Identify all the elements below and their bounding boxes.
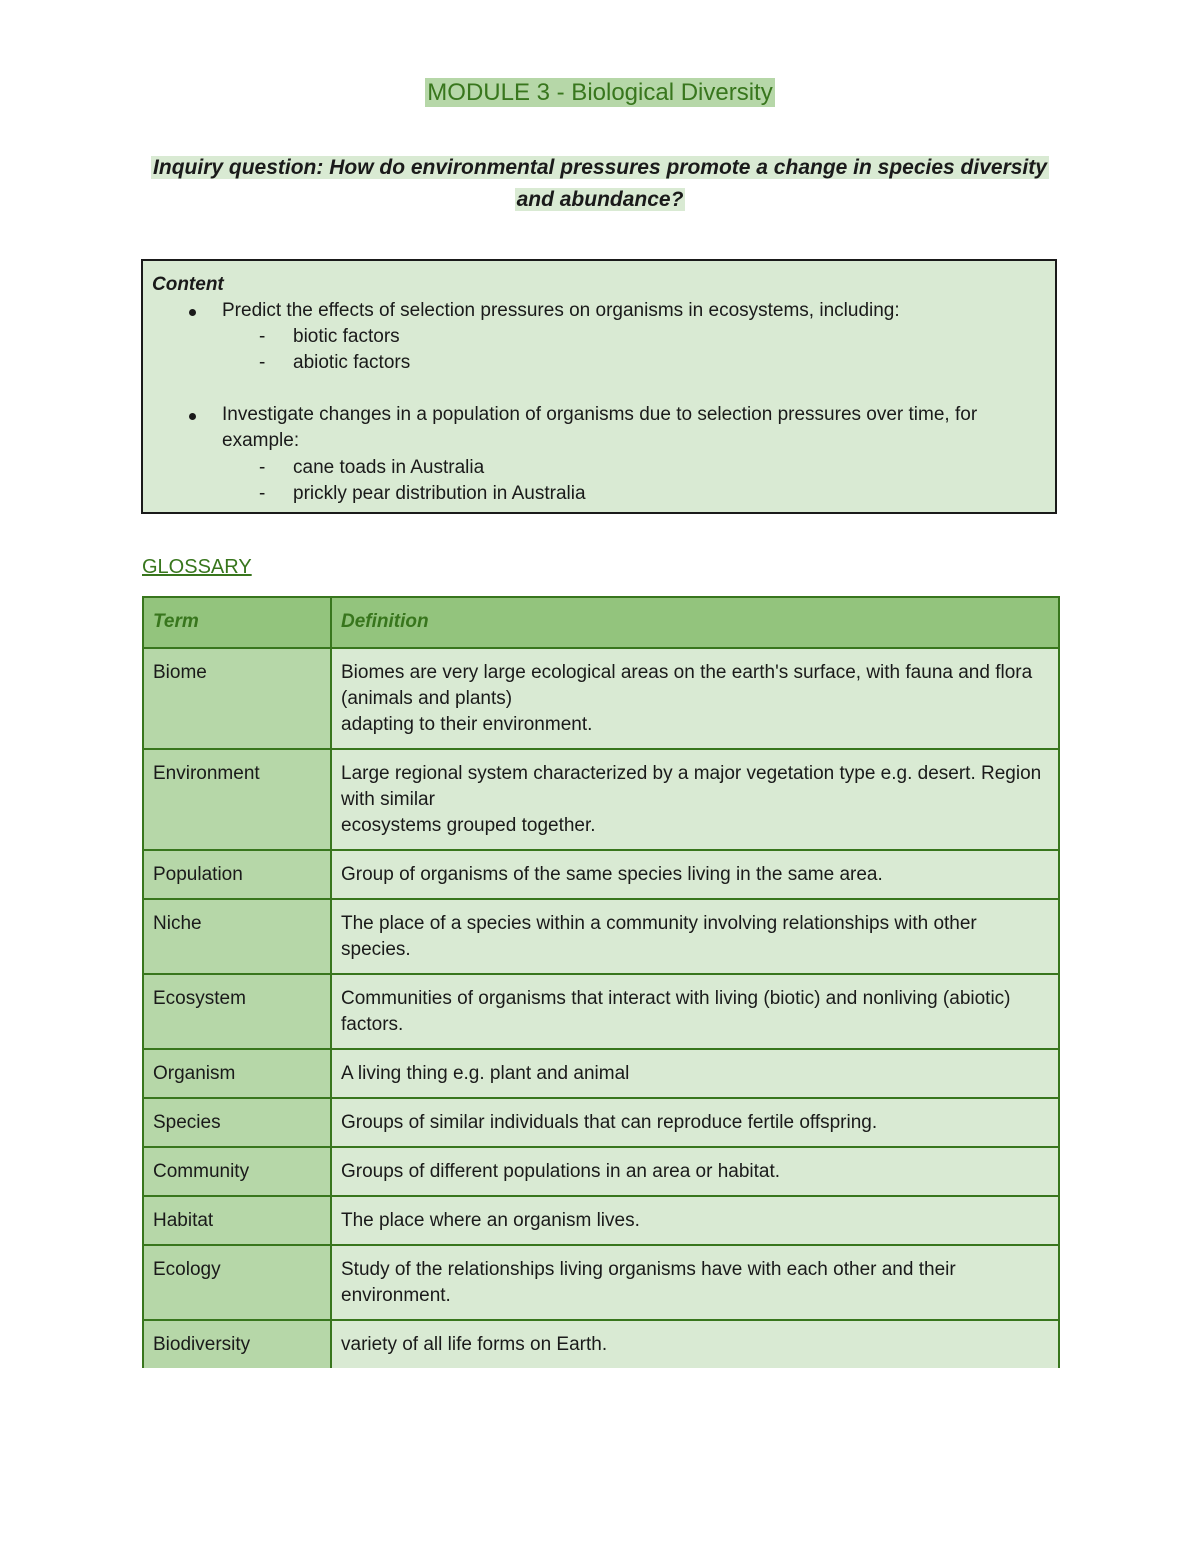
definition-cell: Large regional system characterized by a major vegetation type e.g. desert. Region with similar ecosystems grouped together. <box>331 749 1059 850</box>
inquiry-question <box>150 152 1050 216</box>
table-row <box>143 850 1059 899</box>
definition-cell: Biomes are very large ecological areas on the earth's surface, with fauna and flora (animals and plants) adapting to their environment. <box>331 648 1059 749</box>
term-cell: Species <box>143 1098 331 1147</box>
table-header-row <box>143 597 1059 648</box>
definition-cell: The place of a species within a community involving relationships with other species. <box>331 899 1059 974</box>
term-cell: Habitat <box>143 1196 331 1245</box>
definition-cell: The place where an organism lives. <box>331 1196 1059 1245</box>
definition-cell: A living thing e.g. plant and animal <box>331 1049 1059 1098</box>
bullet-text: Predict the effects of selection pressures on organisms in ecosystems, including: <box>222 300 900 321</box>
dash-marker: - <box>259 483 266 504</box>
definition-cell: Study of the relationships living organisms have with each other and their environment. <box>331 1245 1059 1320</box>
definition-cell: variety of all life forms on Earth. <box>331 1320 1059 1368</box>
term-cell: Biome <box>143 648 331 749</box>
table-row <box>143 749 1059 850</box>
table-row <box>143 1098 1059 1147</box>
table-row <box>143 974 1059 1049</box>
glossary-table <box>142 596 1060 1368</box>
term-cell: Ecosystem <box>143 974 331 1049</box>
definition-cell: Communities of organisms that interact with living (biotic) and nonliving (abiotic) factors. <box>331 974 1059 1049</box>
column-header-definition: Definition <box>331 597 1059 648</box>
table-row <box>143 1147 1059 1196</box>
table-row <box>143 1245 1059 1320</box>
subitem-text: cane toads in Australia <box>293 457 485 478</box>
term-cell: Environment <box>143 749 331 850</box>
definition-cell: Group of organisms of the same species living in the same area. <box>331 850 1059 899</box>
bullet-dot-icon <box>189 413 196 420</box>
page-title-text: MODULE 3 - Biological Diversity <box>427 79 773 106</box>
term-cell: Organism <box>143 1049 331 1098</box>
inquiry-question-text: Inquiry question: How do environmental pressures promote a change in species diversity and abundance? <box>153 156 1047 211</box>
table-row <box>143 1196 1059 1245</box>
bullet-dot-icon <box>189 309 196 316</box>
page-title <box>0 76 1200 110</box>
term-cell: Population <box>143 850 331 899</box>
subitem-text: abiotic factors <box>293 352 411 373</box>
table-row <box>143 1320 1059 1368</box>
column-header-term: Term <box>143 597 331 648</box>
definition-cell: Groups of similar individuals that can reproduce fertile offspring. <box>331 1098 1059 1147</box>
bullet-text: Investigate changes in a population of organisms due to selection pressures over time, for example: <box>222 404 978 451</box>
term-cell: Biodiversity <box>143 1320 331 1368</box>
dash-marker: - <box>259 352 266 373</box>
content-box <box>141 259 1057 514</box>
term-cell: Community <box>143 1147 331 1196</box>
table-row <box>143 899 1059 974</box>
dash-marker: - <box>259 457 266 478</box>
subitem-text: prickly pear distribution in Australia <box>293 483 586 504</box>
content-heading: Content <box>152 274 224 295</box>
dash-marker: - <box>259 326 266 347</box>
glossary-heading: GLOSSARY <box>142 556 252 578</box>
glossary-body <box>143 648 1059 1368</box>
table-row <box>143 648 1059 749</box>
subitem-text: biotic factors <box>293 326 400 347</box>
table-row <box>143 1049 1059 1098</box>
definition-cell: Groups of different populations in an area or habitat. <box>331 1147 1059 1196</box>
term-cell: Niche <box>143 899 331 974</box>
term-cell: Ecology <box>143 1245 331 1320</box>
